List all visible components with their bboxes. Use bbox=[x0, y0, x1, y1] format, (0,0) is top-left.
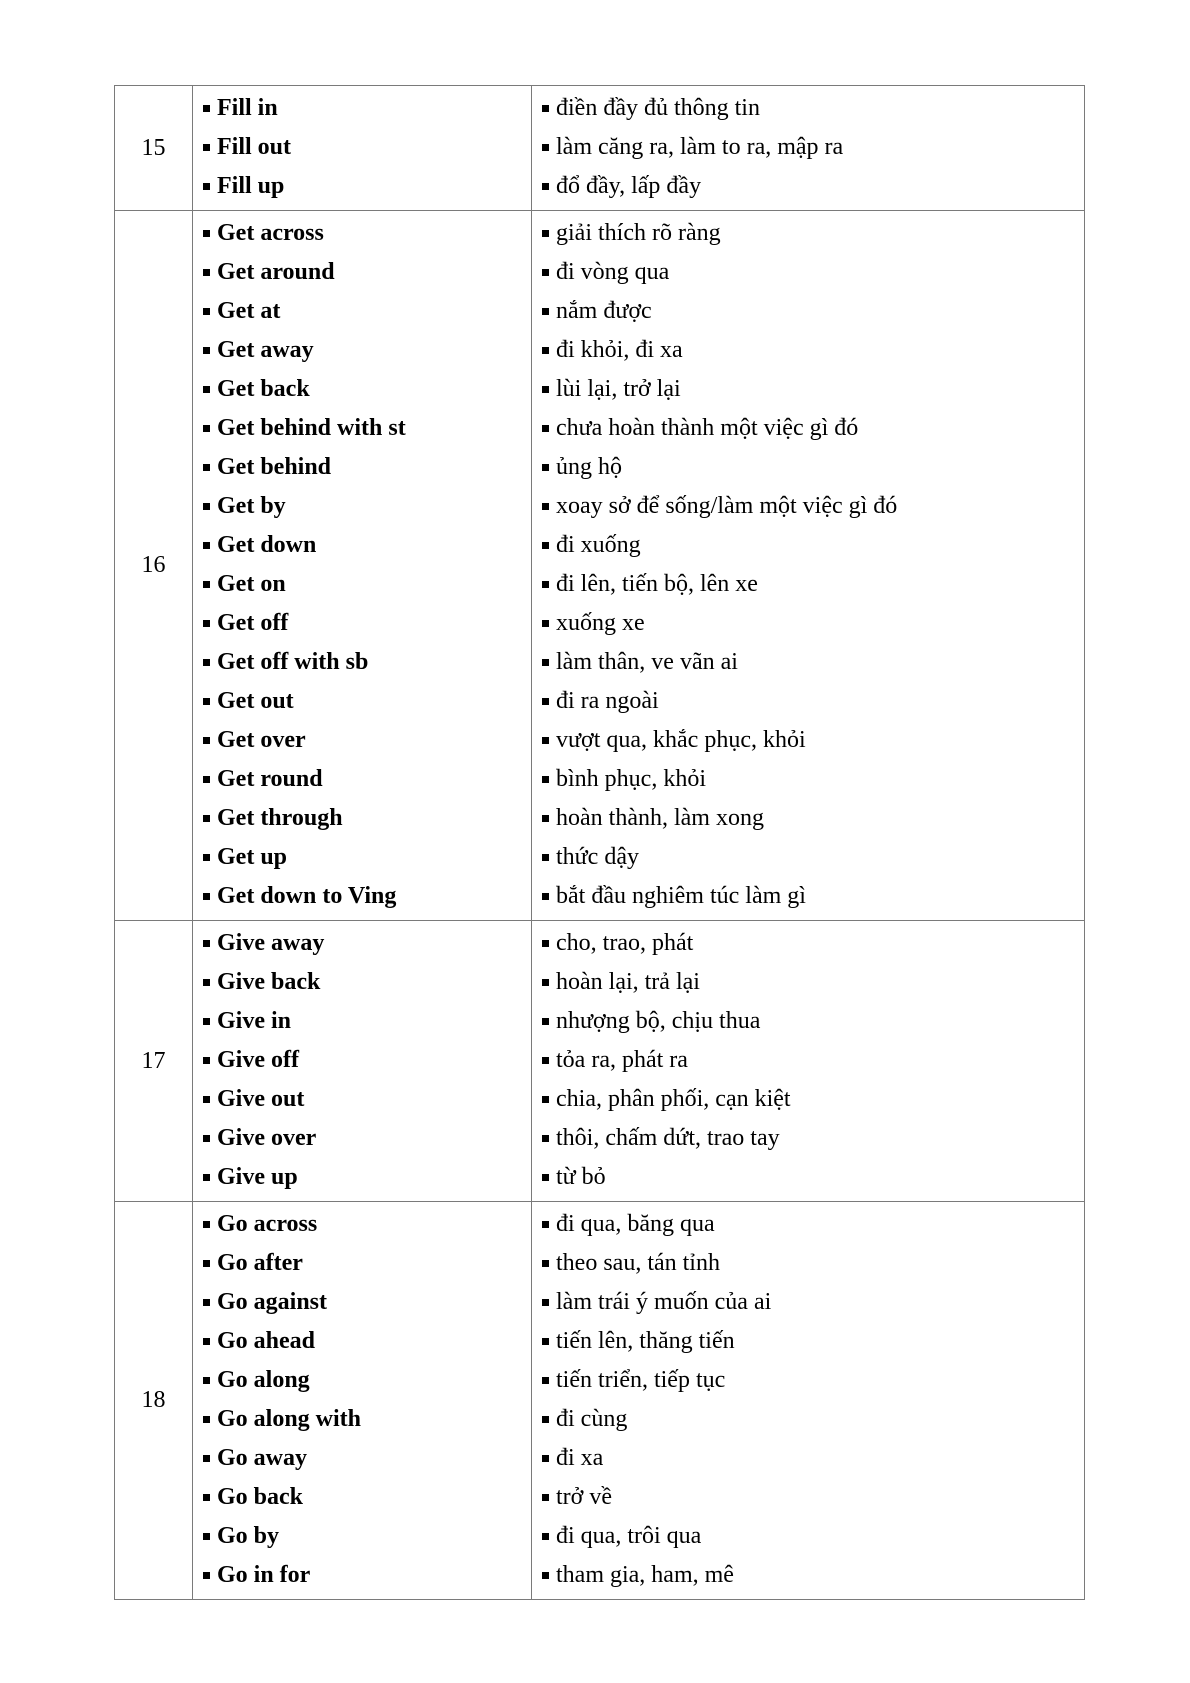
list-item bbox=[203, 253, 531, 292]
list-item bbox=[203, 1283, 531, 1322]
list-item bbox=[542, 1041, 1084, 1080]
square-bullet-icon bbox=[203, 1494, 210, 1501]
list-item bbox=[203, 292, 531, 331]
phrasal-verb-text: Fill out bbox=[217, 134, 292, 160]
square-bullet-icon bbox=[542, 1057, 549, 1064]
phrasal-verb-text: Get back bbox=[217, 376, 310, 402]
square-bullet-icon bbox=[542, 1174, 549, 1181]
square-bullet-icon bbox=[203, 854, 210, 861]
meaning-cell bbox=[532, 1202, 1085, 1600]
meaning-list bbox=[532, 86, 1084, 210]
list-item bbox=[542, 1002, 1084, 1041]
square-bullet-icon bbox=[542, 659, 549, 666]
list-item bbox=[203, 760, 531, 799]
square-bullet-icon bbox=[542, 183, 549, 190]
square-bullet-icon bbox=[203, 979, 210, 986]
list-item bbox=[203, 1205, 531, 1244]
phrasal-verb-text: Get on bbox=[217, 571, 286, 597]
table-row bbox=[115, 211, 1085, 921]
square-bullet-icon bbox=[542, 1221, 549, 1228]
list-item bbox=[203, 963, 531, 1002]
list-item bbox=[203, 1478, 531, 1517]
meaning-text: nắm được bbox=[556, 298, 652, 324]
meaning-text: làm căng ra, làm to ra, mập ra bbox=[556, 134, 844, 160]
square-bullet-icon bbox=[542, 1533, 549, 1540]
list-item bbox=[542, 487, 1084, 526]
phrasal-verb-text: Get down to Ving bbox=[217, 883, 397, 909]
square-bullet-icon bbox=[542, 308, 549, 315]
square-bullet-icon bbox=[542, 1416, 549, 1423]
square-bullet-icon bbox=[203, 230, 210, 237]
phrasal-verb-text: Get at bbox=[217, 298, 281, 324]
phrasal-verb-text: Get over bbox=[217, 727, 306, 753]
list-item bbox=[542, 1158, 1084, 1197]
phrasal-verb-text: Go away bbox=[217, 1445, 307, 1471]
list-item bbox=[203, 838, 531, 877]
meaning-text: xoay sở để sống/làm một việc gì đó bbox=[556, 493, 898, 519]
list-item bbox=[203, 331, 531, 370]
square-bullet-icon bbox=[542, 464, 549, 471]
meaning-text: ủng hộ bbox=[556, 454, 622, 480]
meaning-text: thức dậy bbox=[556, 844, 639, 870]
meaning-text: đi qua, băng qua bbox=[556, 1211, 715, 1237]
phrasal-verb-text: Get around bbox=[217, 259, 335, 285]
list-item bbox=[542, 643, 1084, 682]
square-bullet-icon bbox=[542, 1338, 549, 1345]
phrasal-verb-text: Get down bbox=[217, 532, 317, 558]
square-bullet-icon bbox=[203, 940, 210, 947]
meaning-text: đi cùng bbox=[556, 1406, 628, 1432]
group-number: 18 bbox=[115, 1202, 193, 1600]
meaning-text: đi lên, tiến bộ, lên xe bbox=[556, 571, 758, 597]
square-bullet-icon bbox=[542, 542, 549, 549]
list-item bbox=[542, 604, 1084, 643]
phrasal-verb-text: Go against bbox=[217, 1289, 328, 1315]
square-bullet-icon bbox=[542, 737, 549, 744]
list-item bbox=[542, 1080, 1084, 1119]
square-bullet-icon bbox=[542, 620, 549, 627]
group-number: 15 bbox=[115, 86, 193, 211]
list-item bbox=[542, 167, 1084, 206]
list-item bbox=[203, 1556, 531, 1595]
list-item bbox=[542, 1517, 1084, 1556]
meaning-text: chia, phân phối, cạn kiệt bbox=[556, 1086, 791, 1112]
meaning-cell bbox=[532, 211, 1085, 921]
square-bullet-icon bbox=[203, 183, 210, 190]
phrasal-verb-text: Go along with bbox=[217, 1406, 362, 1432]
square-bullet-icon bbox=[542, 1135, 549, 1142]
meaning-text: tiến lên, thăng tiến bbox=[556, 1328, 735, 1354]
phrasal-verb-list bbox=[193, 1202, 531, 1599]
square-bullet-icon bbox=[542, 269, 549, 276]
square-bullet-icon bbox=[203, 659, 210, 666]
square-bullet-icon bbox=[203, 144, 210, 151]
list-item bbox=[203, 167, 531, 206]
phrasal-verb-text: Give back bbox=[217, 969, 321, 995]
phrasal-verb-text: Get off bbox=[217, 610, 289, 636]
meaning-text: đi ra ngoài bbox=[556, 688, 659, 714]
phrasal-verb-cell bbox=[193, 211, 532, 921]
list-item bbox=[542, 838, 1084, 877]
square-bullet-icon bbox=[203, 464, 210, 471]
list-item bbox=[542, 1322, 1084, 1361]
square-bullet-icon bbox=[203, 386, 210, 393]
list-item bbox=[203, 1244, 531, 1283]
square-bullet-icon bbox=[542, 425, 549, 432]
square-bullet-icon bbox=[542, 776, 549, 783]
meaning-text: từ bỏ bbox=[556, 1164, 606, 1190]
list-item bbox=[542, 89, 1084, 128]
square-bullet-icon bbox=[203, 737, 210, 744]
square-bullet-icon bbox=[203, 620, 210, 627]
meaning-text: làm thân, ve vãn ai bbox=[556, 649, 738, 675]
square-bullet-icon bbox=[542, 347, 549, 354]
phrasal-verb-text: Get across bbox=[217, 220, 324, 246]
list-item bbox=[542, 253, 1084, 292]
square-bullet-icon bbox=[542, 698, 549, 705]
square-bullet-icon bbox=[542, 815, 549, 822]
table-row bbox=[115, 86, 1085, 211]
list-item bbox=[542, 760, 1084, 799]
list-item bbox=[542, 1361, 1084, 1400]
square-bullet-icon bbox=[542, 1494, 549, 1501]
phrasal-verb-text: Give in bbox=[217, 1008, 292, 1034]
meaning-text: đi xuống bbox=[556, 532, 641, 558]
meaning-text: vượt qua, khắc phục, khỏi bbox=[556, 727, 806, 753]
list-item bbox=[203, 604, 531, 643]
square-bullet-icon bbox=[542, 1260, 549, 1267]
list-item bbox=[542, 331, 1084, 370]
square-bullet-icon bbox=[203, 105, 210, 112]
list-item bbox=[203, 526, 531, 565]
list-item bbox=[203, 565, 531, 604]
meaning-cell bbox=[532, 86, 1085, 211]
list-item bbox=[542, 1244, 1084, 1283]
list-item bbox=[542, 877, 1084, 916]
phrasal-verb-list bbox=[193, 86, 531, 210]
meaning-text: đi vòng qua bbox=[556, 259, 670, 285]
meaning-text: giải thích rõ ràng bbox=[556, 220, 721, 246]
square-bullet-icon bbox=[203, 1096, 210, 1103]
meaning-text: tiến triển, tiếp tục bbox=[556, 1367, 726, 1393]
meaning-text: bình phục, khỏi bbox=[556, 766, 706, 792]
meaning-text: cho, trao, phát bbox=[556, 930, 694, 956]
list-item bbox=[203, 924, 531, 963]
phrasal-verb-text: Give over bbox=[217, 1125, 317, 1151]
square-bullet-icon bbox=[542, 979, 549, 986]
list-item bbox=[542, 1119, 1084, 1158]
group-number: 16 bbox=[115, 211, 193, 921]
list-item bbox=[203, 1400, 531, 1439]
group-number: 17 bbox=[115, 921, 193, 1202]
phrasal-verb-text: Get round bbox=[217, 766, 323, 792]
meaning-text: thôi, chấm dứt, trao tay bbox=[556, 1125, 780, 1151]
square-bullet-icon bbox=[542, 854, 549, 861]
list-item bbox=[203, 1119, 531, 1158]
phrasal-verb-text: Go across bbox=[217, 1211, 318, 1237]
list-item bbox=[203, 370, 531, 409]
phrasal-verb-cell bbox=[193, 86, 532, 211]
phrasal-verb-text: Go back bbox=[217, 1484, 304, 1510]
meaning-text: đi xa bbox=[556, 1445, 604, 1471]
list-item bbox=[203, 1002, 531, 1041]
meaning-text: đổ đầy, lấp đầy bbox=[556, 173, 702, 199]
meaning-text: điền đầy đủ thông tin bbox=[556, 95, 760, 121]
list-item bbox=[542, 924, 1084, 963]
square-bullet-icon bbox=[542, 230, 549, 237]
phrasal-verb-text: Go by bbox=[217, 1523, 280, 1549]
square-bullet-icon bbox=[203, 1260, 210, 1267]
list-item bbox=[542, 448, 1084, 487]
list-item bbox=[203, 1517, 531, 1556]
list-item bbox=[542, 565, 1084, 604]
list-item bbox=[203, 1158, 531, 1197]
list-item bbox=[542, 370, 1084, 409]
table-row bbox=[115, 921, 1085, 1202]
square-bullet-icon bbox=[542, 1299, 549, 1306]
meaning-list bbox=[532, 211, 1084, 920]
square-bullet-icon bbox=[542, 386, 549, 393]
list-item bbox=[542, 526, 1084, 565]
list-item bbox=[542, 214, 1084, 253]
meaning-text: đi khỏi, đi xa bbox=[556, 337, 683, 363]
list-item bbox=[203, 799, 531, 838]
phrasal-verb-text: Go ahead bbox=[217, 1328, 316, 1354]
square-bullet-icon bbox=[203, 815, 210, 822]
list-item bbox=[203, 877, 531, 916]
list-item bbox=[203, 1322, 531, 1361]
phrasal-verb-text: Give off bbox=[217, 1047, 299, 1073]
meaning-text: theo sau, tán tỉnh bbox=[556, 1250, 720, 1276]
phrasal-verb-text: Get through bbox=[217, 805, 343, 831]
meaning-text: tỏa ra, phát ra bbox=[556, 1047, 688, 1073]
phrasal-verb-text: Fill in bbox=[217, 95, 278, 121]
list-item bbox=[203, 682, 531, 721]
square-bullet-icon bbox=[203, 581, 210, 588]
meaning-text: chưa hoàn thành một việc gì đó bbox=[556, 415, 859, 441]
meaning-cell bbox=[532, 921, 1085, 1202]
square-bullet-icon bbox=[203, 425, 210, 432]
list-item bbox=[203, 643, 531, 682]
list-item bbox=[203, 487, 531, 526]
meaning-text: nhượng bộ, chịu thua bbox=[556, 1008, 761, 1034]
list-item bbox=[542, 799, 1084, 838]
list-item bbox=[542, 1205, 1084, 1244]
list-item bbox=[203, 128, 531, 167]
square-bullet-icon bbox=[203, 1338, 210, 1345]
table-body bbox=[115, 86, 1085, 1600]
phrasal-verb-text: Go after bbox=[217, 1250, 303, 1276]
square-bullet-icon bbox=[203, 503, 210, 510]
square-bullet-icon bbox=[203, 347, 210, 354]
phrasal-verb-text: Get away bbox=[217, 337, 314, 363]
square-bullet-icon bbox=[203, 542, 210, 549]
list-item bbox=[203, 1080, 531, 1119]
list-item bbox=[542, 963, 1084, 1002]
list-item bbox=[203, 1439, 531, 1478]
phrasal-verb-text: Give out bbox=[217, 1086, 305, 1112]
list-item bbox=[203, 409, 531, 448]
square-bullet-icon bbox=[542, 581, 549, 588]
list-item bbox=[203, 214, 531, 253]
square-bullet-icon bbox=[203, 1455, 210, 1462]
square-bullet-icon bbox=[542, 1096, 549, 1103]
list-item bbox=[542, 292, 1084, 331]
square-bullet-icon bbox=[542, 1572, 549, 1579]
meaning-text: lùi lại, trở lại bbox=[556, 376, 681, 402]
square-bullet-icon bbox=[542, 1018, 549, 1025]
list-item bbox=[542, 1400, 1084, 1439]
square-bullet-icon bbox=[542, 105, 549, 112]
meaning-text: hoàn thành, làm xong bbox=[556, 805, 764, 831]
square-bullet-icon bbox=[203, 1174, 210, 1181]
meaning-text: làm trái ý muốn của ai bbox=[556, 1289, 772, 1315]
list-item bbox=[203, 1041, 531, 1080]
square-bullet-icon bbox=[203, 1533, 210, 1540]
square-bullet-icon bbox=[203, 1377, 210, 1384]
meaning-list bbox=[532, 1202, 1084, 1599]
square-bullet-icon bbox=[542, 144, 549, 151]
phrasal-verb-list bbox=[193, 921, 531, 1201]
list-item bbox=[542, 1283, 1084, 1322]
phrasal-verb-text: Get behind bbox=[217, 454, 332, 480]
phrasal-verb-list bbox=[193, 211, 531, 920]
square-bullet-icon bbox=[203, 1135, 210, 1142]
meaning-text: xuống xe bbox=[556, 610, 645, 636]
meaning-text: đi qua, trôi qua bbox=[556, 1523, 702, 1549]
phrasal-verb-text: Get off with sb bbox=[217, 649, 369, 675]
meaning-text: bắt đầu nghiêm túc làm gì bbox=[556, 883, 806, 909]
list-item bbox=[542, 1478, 1084, 1517]
list-item bbox=[542, 128, 1084, 167]
list-item bbox=[542, 1439, 1084, 1478]
square-bullet-icon bbox=[203, 1018, 210, 1025]
phrasal-verb-text: Get behind with st bbox=[217, 415, 406, 441]
square-bullet-icon bbox=[542, 893, 549, 900]
meaning-list bbox=[532, 921, 1084, 1201]
square-bullet-icon bbox=[542, 1377, 549, 1384]
square-bullet-icon bbox=[203, 698, 210, 705]
square-bullet-icon bbox=[203, 308, 210, 315]
table-row bbox=[115, 1202, 1085, 1600]
phrasal-verb-table bbox=[114, 85, 1085, 1600]
meaning-text: trở về bbox=[556, 1484, 613, 1510]
phrasal-verb-text: Get by bbox=[217, 493, 286, 519]
list-item bbox=[203, 721, 531, 760]
phrasal-verb-text: Give away bbox=[217, 930, 325, 956]
phrasal-verb-text: Fill up bbox=[217, 173, 285, 199]
square-bullet-icon bbox=[542, 503, 549, 510]
list-item bbox=[542, 409, 1084, 448]
phrasal-verb-cell bbox=[193, 1202, 532, 1600]
phrasal-verb-text: Go in for bbox=[217, 1562, 311, 1588]
list-item bbox=[542, 1556, 1084, 1595]
square-bullet-icon bbox=[203, 1572, 210, 1579]
phrasal-verb-text: Get out bbox=[217, 688, 294, 714]
list-item bbox=[203, 89, 531, 128]
list-item bbox=[542, 682, 1084, 721]
square-bullet-icon bbox=[203, 269, 210, 276]
list-item bbox=[203, 1361, 531, 1400]
square-bullet-icon bbox=[203, 1057, 210, 1064]
square-bullet-icon bbox=[203, 1221, 210, 1228]
phrasal-verb-cell bbox=[193, 921, 532, 1202]
square-bullet-icon bbox=[542, 940, 549, 947]
square-bullet-icon bbox=[203, 893, 210, 900]
phrasal-verb-text: Go along bbox=[217, 1367, 310, 1393]
square-bullet-icon bbox=[203, 1299, 210, 1306]
meaning-text: tham gia, ham, mê bbox=[556, 1562, 734, 1588]
list-item bbox=[203, 448, 531, 487]
list-item bbox=[542, 721, 1084, 760]
square-bullet-icon bbox=[542, 1455, 549, 1462]
meaning-text: hoàn lại, trả lại bbox=[556, 969, 700, 995]
square-bullet-icon bbox=[203, 776, 210, 783]
square-bullet-icon bbox=[203, 1416, 210, 1423]
phrasal-verb-text: Give up bbox=[217, 1164, 298, 1190]
phrasal-verb-text: Get up bbox=[217, 844, 288, 870]
